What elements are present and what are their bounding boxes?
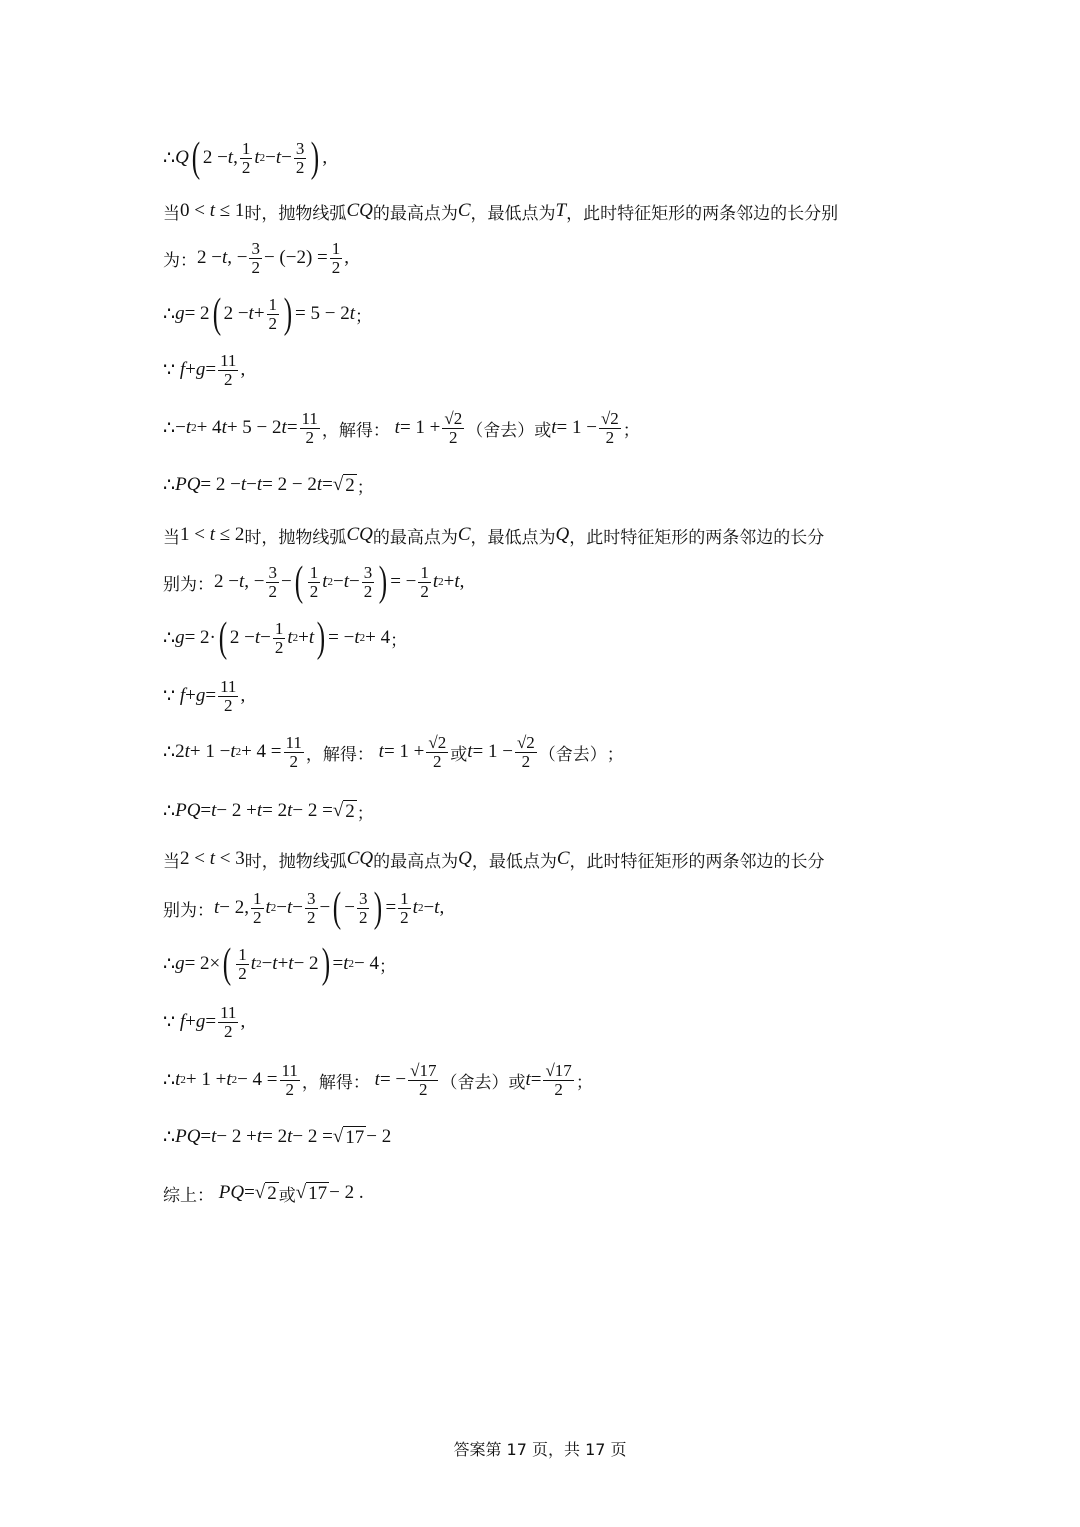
- solution-line-8: 当 1 < t ≤ 2 时，抛物线弧 CQ 的最高点为 C ，最低点为 Q ，此时特征矩形的两条邻边的长分: [163, 524, 825, 548]
- solution-line-2: 当 0 < t ≤ 1 时，抛物线弧 CQ 的最高点为 C ，最低点为 T ，此时特征矩形的两条邻边的长分别: [163, 200, 839, 224]
- solution-line-13: ∴ PQ = t − 2 + t = 2 t − 2 = √ 2 ；: [163, 799, 374, 824]
- solution-line-19: ∴ PQ = t − 2 + t = 2 t − 2 = √ 17 − 2: [163, 1125, 392, 1148]
- solution-line-17: ∵ f + g = $\frac{11}{2}$ ,: [163, 1002, 246, 1041]
- solution-line-14: 当 2 < t < 3 时，抛物线弧 CQ 的最高点为 Q ，最低点为 C ，此时特征矩形的两条邻边的长分: [163, 848, 825, 872]
- solution-line-5: ∵ f + g = $\frac{11}{2}$ ,: [163, 350, 246, 389]
- solution-line-6: ∴ − t 2 + 4 t + 5 − 2 t = $\frac{11}{2}$ ，解得： t = 1 + $\frac{√2}{2}$ （舍去） 或 t = 1 − $\frac{√2}{2}$ ；: [163, 408, 640, 447]
- solution-line-3: 为： 2 − t , − $\frac{3}{2}$ − (−2) = $\frac{1}{2}$ ,: [163, 238, 350, 277]
- solution-line-10: ∴ g = 2· ( 2 − t − $\frac{1}{2}$ t 2 + t ) = − t 2 + 4 ；: [163, 615, 408, 661]
- solution-line-15: 别为： t − 2, $\frac{1}{2}$ t 2 − t − $\frac{3}{2}$ − ( − $\frac{3}{2}$ ) = $\frac{1}{2}$ t 2 − t ,: [163, 885, 445, 931]
- solution-line-18: ∴ t 2 + 1 + t 2 − 4 = $\frac{11}{2}$ ，解得： t = − $\frac{√17}{2}$ （舍去） 或 t = $\frac{√17}{2}$ ；: [163, 1060, 593, 1099]
- solution-line-7: ∴ PQ = 2 − t − t = 2 − 2 t = √ 2 ；: [163, 473, 374, 498]
- solution-line-1: ∴ Q ( 2 − t , $\frac{1}{2}$ t 2 − t − $\frac{3}{2}$ ) ,: [163, 135, 328, 181]
- page-footer: 答案第 17 页，共 17 页: [453, 1440, 627, 1459]
- solution-line-4: ∴ g = 2 ( 2 − t + $\frac{1}{2}$ ) = 5 − 2 t ；: [163, 291, 372, 337]
- solution-line-12: ∴ 2 t + 1 − t 2 + 4 = $\frac{11}{2}$ ，解得： t = 1 + $\frac{√2}{2}$ 或 t = 1 − $\frac{√2}{2}$ （舍去） ；: [163, 732, 624, 771]
- solution-line-20: 综上： PQ = √ 2 或 √ 17 − 2 .: [163, 1181, 364, 1206]
- solution-line-16: ∴ g = 2× ( $\frac{1}{2}$ t 2 − t + t − 2 ) = t 2 − 4 ；: [163, 941, 396, 987]
- solution-line-9: 别为： 2 − t , − $\frac{3}{2}$ − ( $\frac{1}{2}$ t 2 − t − $\frac{3}{2}$ ) = − $\frac{1}{2}$ t 2 + t ,: [163, 559, 465, 605]
- solution-line-11: ∵ f + g = $\frac{11}{2}$ ,: [163, 676, 246, 715]
